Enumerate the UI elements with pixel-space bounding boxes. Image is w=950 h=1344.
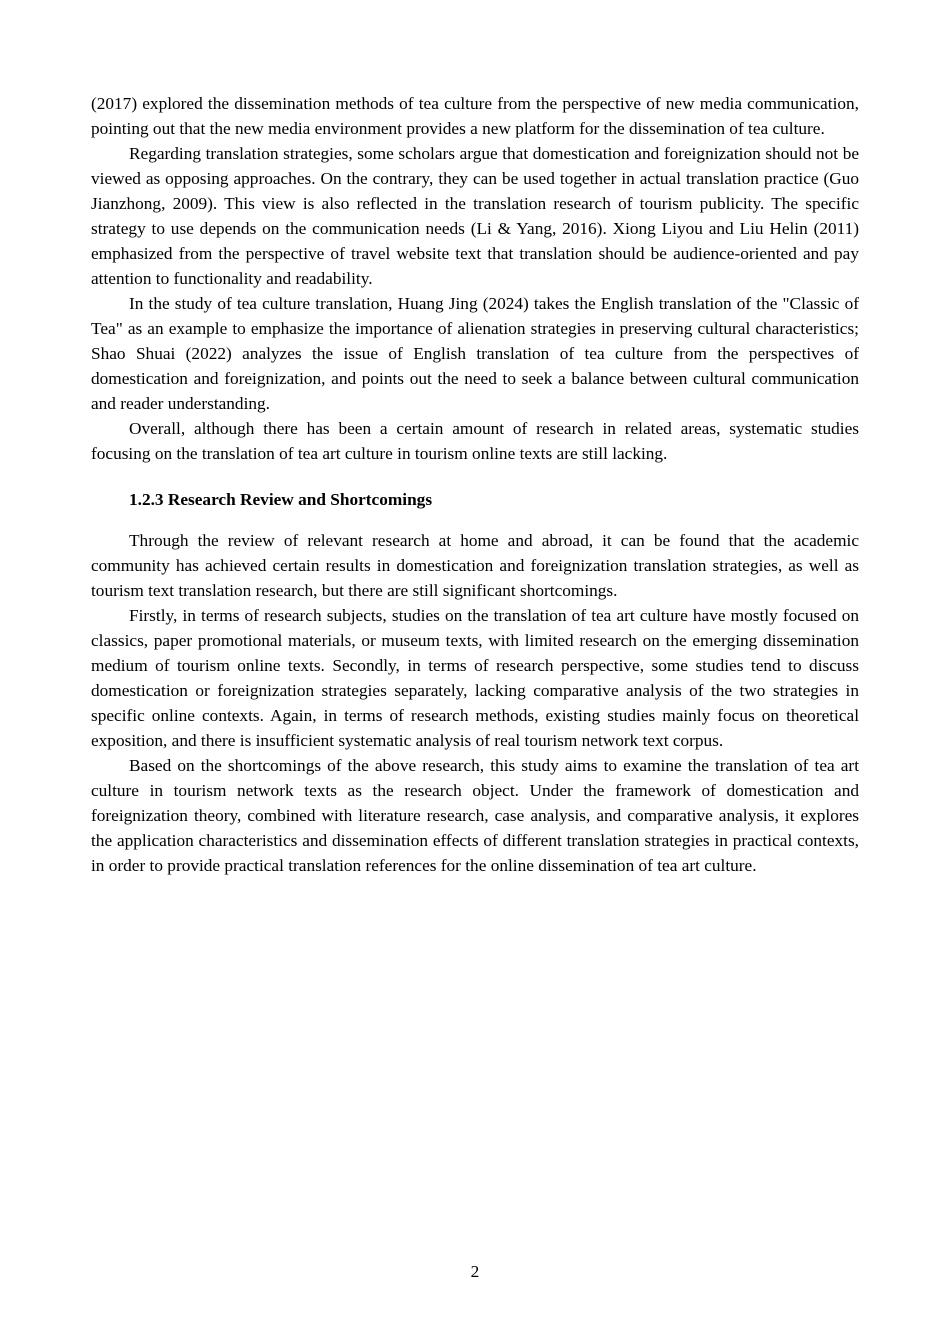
paragraph-translation-strategies: Regarding translation strategies, some scholars argue that domestication and foreignization should not be viewed as opposing approaches. On the contrary, they can be used together in actual translation practice (Guo Jianzhong, 2009). This view is also reflected in the translation research of tourism publicity. The specific strategy to use depends on the communication needs (Li & Yang, 2016). Xiong Liyou and Liu Helin (2011) emphasized from the perspective of travel website text that translation should be audience-oriented and pay attention to functionality and readability. [91,144,859,288]
page-number: 2 [470,1262,480,1281]
paragraph-overall: Overall, although there has been a certain amount of research in related areas, systematic studies focusing on the translation of tea art culture in tourism online texts are still lacking. [91,419,859,463]
paragraph-tea-culture-translation: In the study of tea culture translation, Huang Jing (2024) takes the English translation of the "Classic of Tea" as an example to emphasize the importance of alienation strategies in preserving cultural characteristics; Shao Shuai (2022) analyzes the issue of English translation of tea culture from the perspectives of domestication and foreignization, and points out the need to seek a balance between cultural communication and reader understanding. [91,294,859,413]
section-heading: 1.2.3 Research Review and Shortcomings [129,490,433,509]
paragraph-review: Through the review of relevant research at home and abroad, it can be found that the academic community has achieved certain results in domestication and foreignization translation strategies, as well as tourism text translation research, but there are still significant shortcomings. [91,531,859,600]
paragraph-study-aim: Based on the shortcomings of the above research, this study aims to examine the translation of tea art culture in tourism network texts as the research object. Under the framework of domestication and foreignization theory, combined with literature research, case analysis, and comparative analysis, it explores the application characteristics and dissemination effects of different translation strategies in practical contexts, in order to provide practical translation references for the online dissemination of tea art culture. [91,756,859,875]
document-page [91,91,859,878]
paragraph-continuation: (2017) explored the dissemination methods of tea culture from the perspective of new media communication, pointing out that the new media environment provides a new platform for the dissemination of tea culture. [91,94,859,138]
paragraph-shortcomings: Firstly, in terms of research subjects, studies on the translation of tea art culture have mostly focused on classics, paper promotional materials, or museum texts, with limited research on the emerging dissemination medium of tourism online texts. Secondly, in terms of research perspective, some studies tend to discuss domestication or foreignization strategies separately, lacking comparative analysis of the two strategies in specific online contexts. Again, in terms of research methods, existing studies mainly focus on theoretical exposition, and there is insufficient systematic analysis of real tourism network text corpus. [91,606,859,750]
